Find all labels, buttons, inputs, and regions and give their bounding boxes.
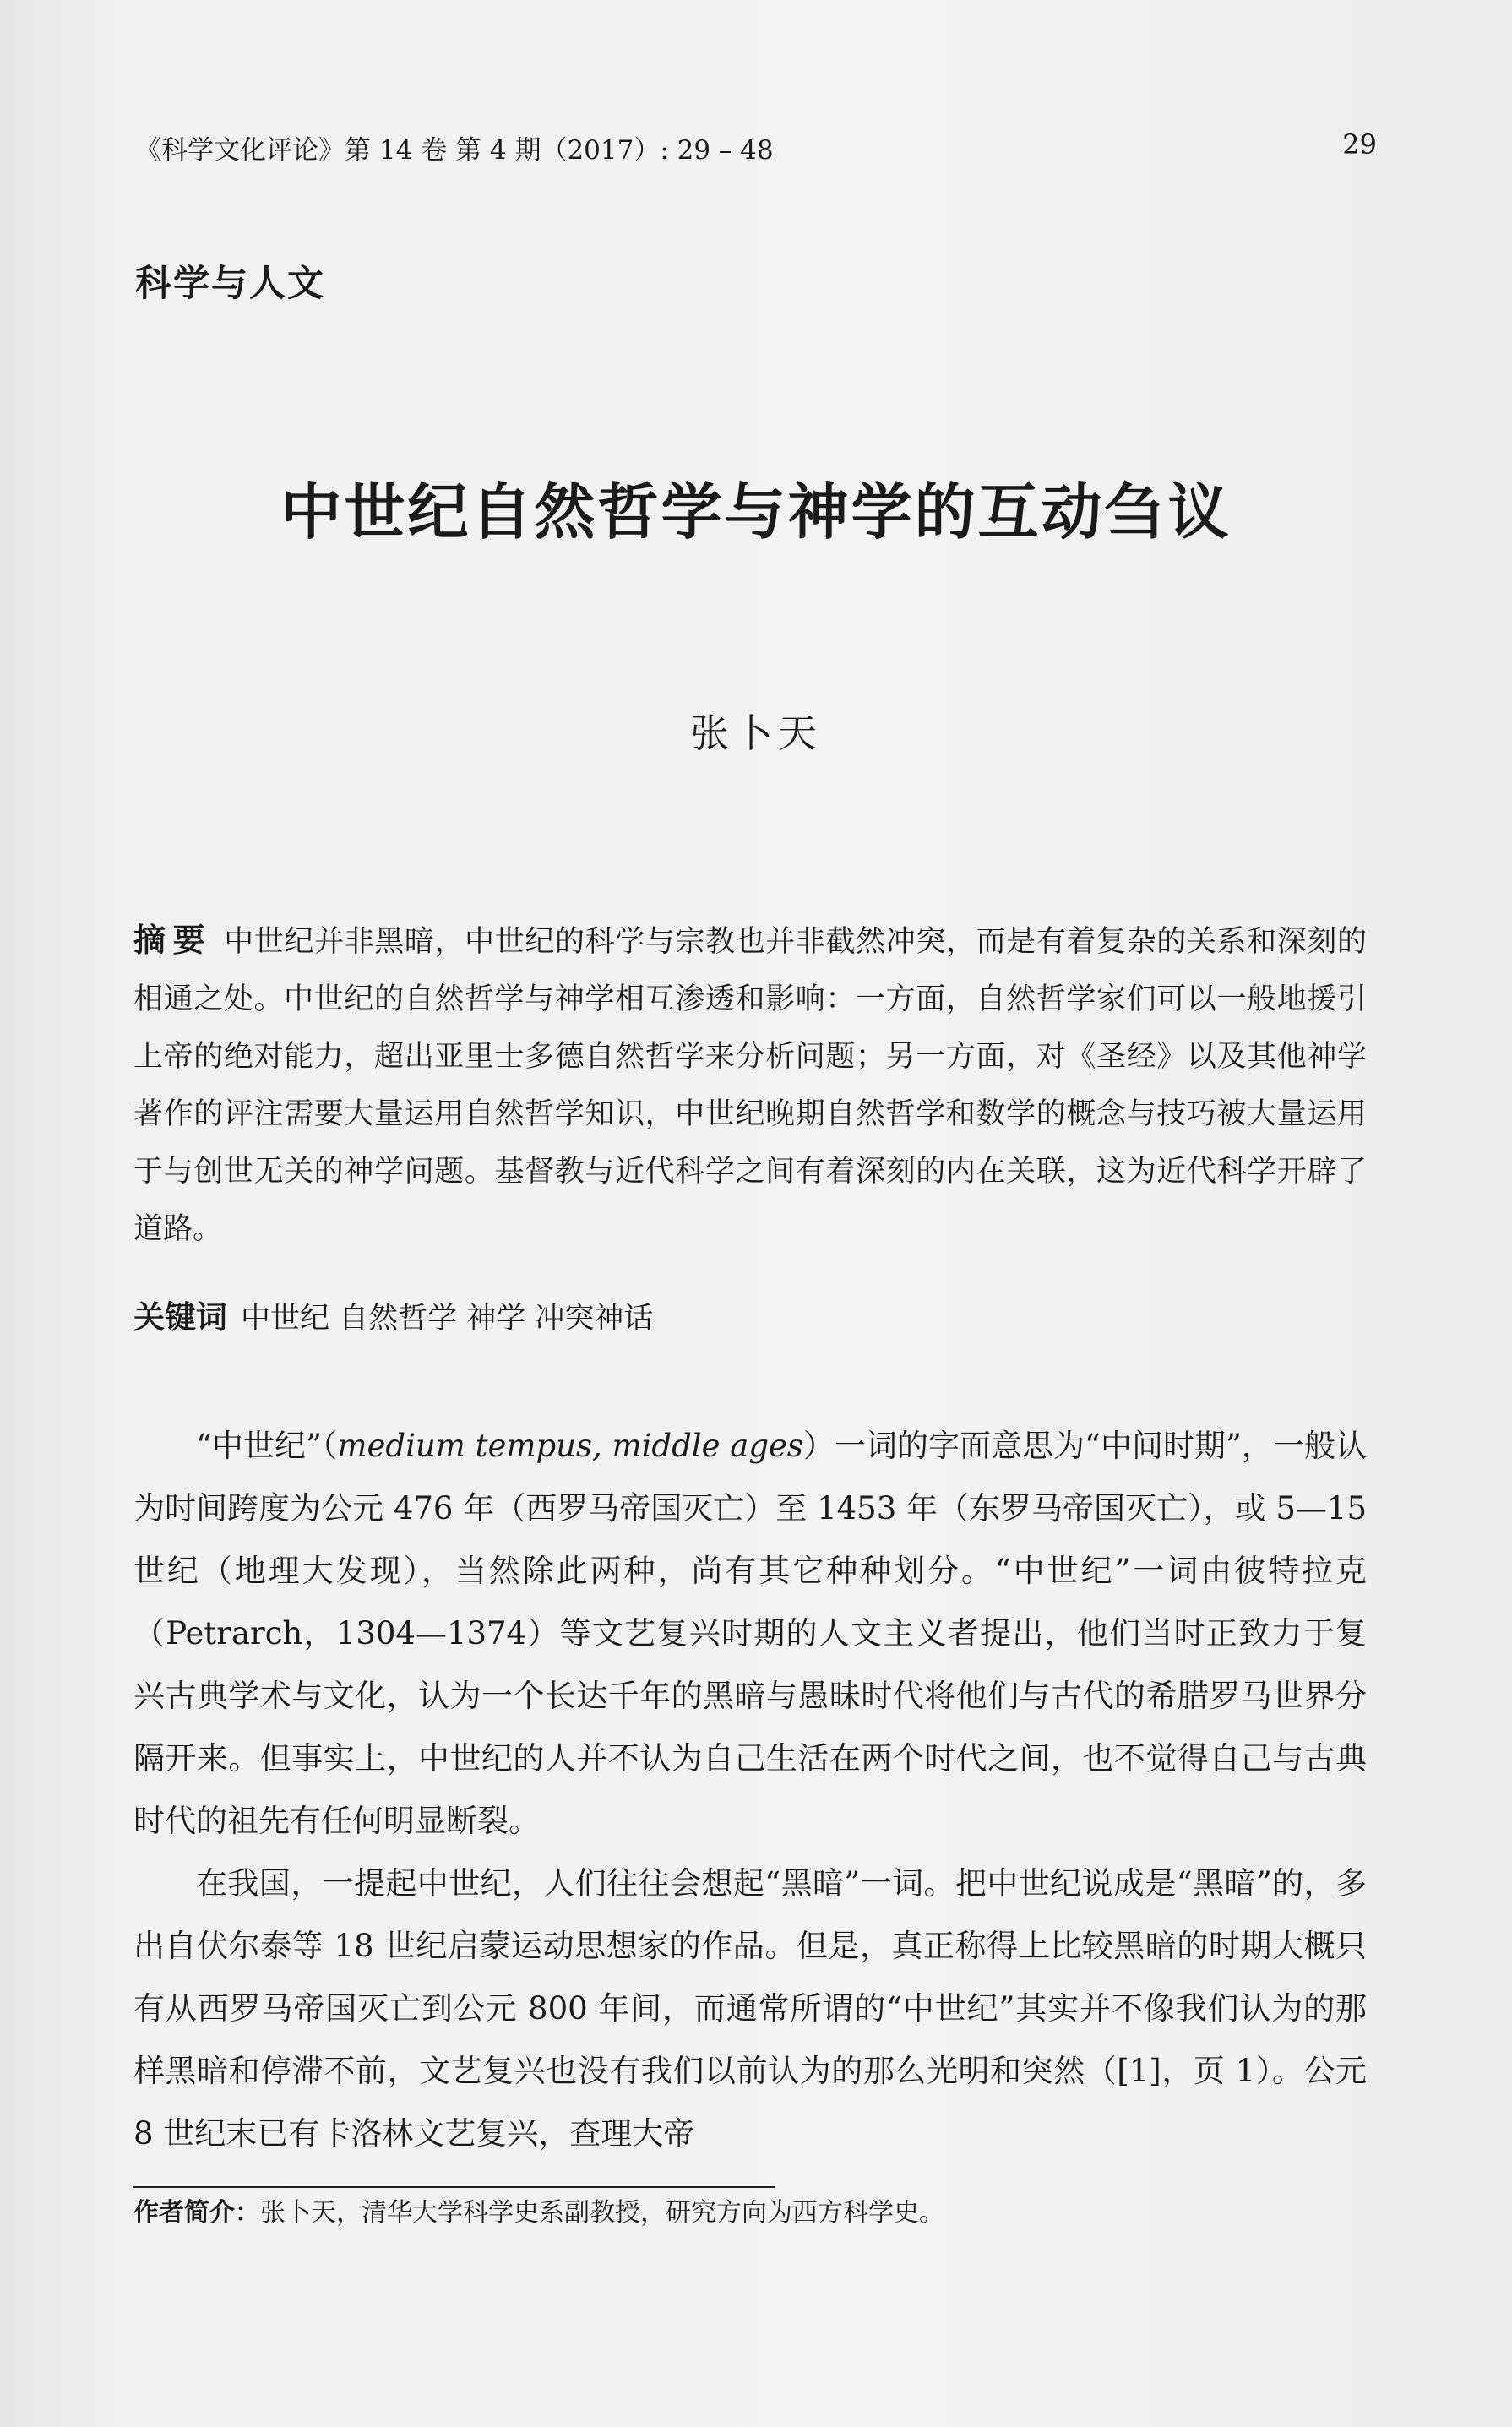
abstract-label: 摘要: [133, 922, 213, 959]
body-paragraph-2: 在我国，一提起中世纪，人们往往会想起“黑暗”一词。把中世纪说成是“黑暗”的，多出自伏尔泰等 18 世纪启蒙运动思想家的作品。但是，真正称得上比较黑暗的时期大概只有从西罗马帝国灭亡到公元 800 年间，而通常所谓的“中世纪”其实并不像我们认为的那样黑暗和停滞不前，文艺复兴也没有我们以前认为的那么光明和突然（[1]，页 1）。公元 8 世纪末已有卡洛林文艺复兴，查理大帝: [133, 1865, 1367, 2152]
body-text: [133, 1415, 1367, 2165]
keywords-text: 中世纪 自然哲学 神学 冲突神话: [241, 1302, 654, 1336]
p1-latin-term: medium tempus, middle ages: [337, 1428, 803, 1464]
abstract-text: 中世纪并非黑暗，中世纪的科学与宗教也并非截然冲突，而是有着复杂的关系和深刻的相通之处。中世纪的自然哲学与神学相互渗透和影响：一方面，自然哲学家们可以一般地援引上帝的绝对能力，超出亚里士多德自然哲学来分析问题；另一方面，对《圣经》以及其他神学著作的评注需要大量运用自然哲学知识，中世纪晚期自然哲学和数学的概念与技巧被大量运用于与创世无关的神学问题。基督教与近代科学之间有着深刻的内在关联，这为近代科学开辟了道路。: [133, 925, 1367, 1246]
p1-after: ）一词的字面意思为“中间时期”，一般认为时间跨度为公元 476 年（西罗马帝国灭亡）至 1453 年（东罗马帝国灭亡），或 5—15 世纪（地理大发现），当然除此两种，尚有其它种种划分。“中世纪”一词由彼特拉克（Petrarch，1304—1374）等文艺复兴时期的人文主义者提出，他们当时正致力于复兴古典学术与文化，认为一个长达千年的黑暗与愚昧时代将他们与古代的希腊罗马世界分隔开来。但事实上，中世纪的人并不认为自己生活在两个时代之间，也不觉得自己与古典时代的祖先有任何明显断裂。: [133, 1428, 1367, 1839]
keywords: [133, 1292, 1367, 1344]
abstract: [133, 911, 1367, 1258]
footnote-text: 张卜天，清华大学科学史系副教授，研究方向为西方科学史。: [260, 2198, 944, 2228]
running-head: [135, 128, 1377, 166]
footnote-label: 作者简介：: [133, 2198, 260, 2228]
p1-before: “中世纪”（: [196, 1428, 338, 1464]
footnote-divider: [133, 2186, 775, 2188]
author-footnote: [133, 2195, 1367, 2232]
section-label: 科学与人文: [135, 263, 325, 305]
journal-citation: 《科学文化评论》第 14 卷 第 4 期（2017）: 29 – 48: [135, 135, 774, 166]
article-title: 中世纪自然哲学与神学的互动刍议: [280, 476, 1232, 547]
keywords-label: 关键词: [133, 1299, 227, 1336]
page-number: 29: [1342, 128, 1377, 161]
body-paragraph-1: [133, 1415, 1367, 1853]
author-name: 张卜天: [690, 710, 822, 756]
